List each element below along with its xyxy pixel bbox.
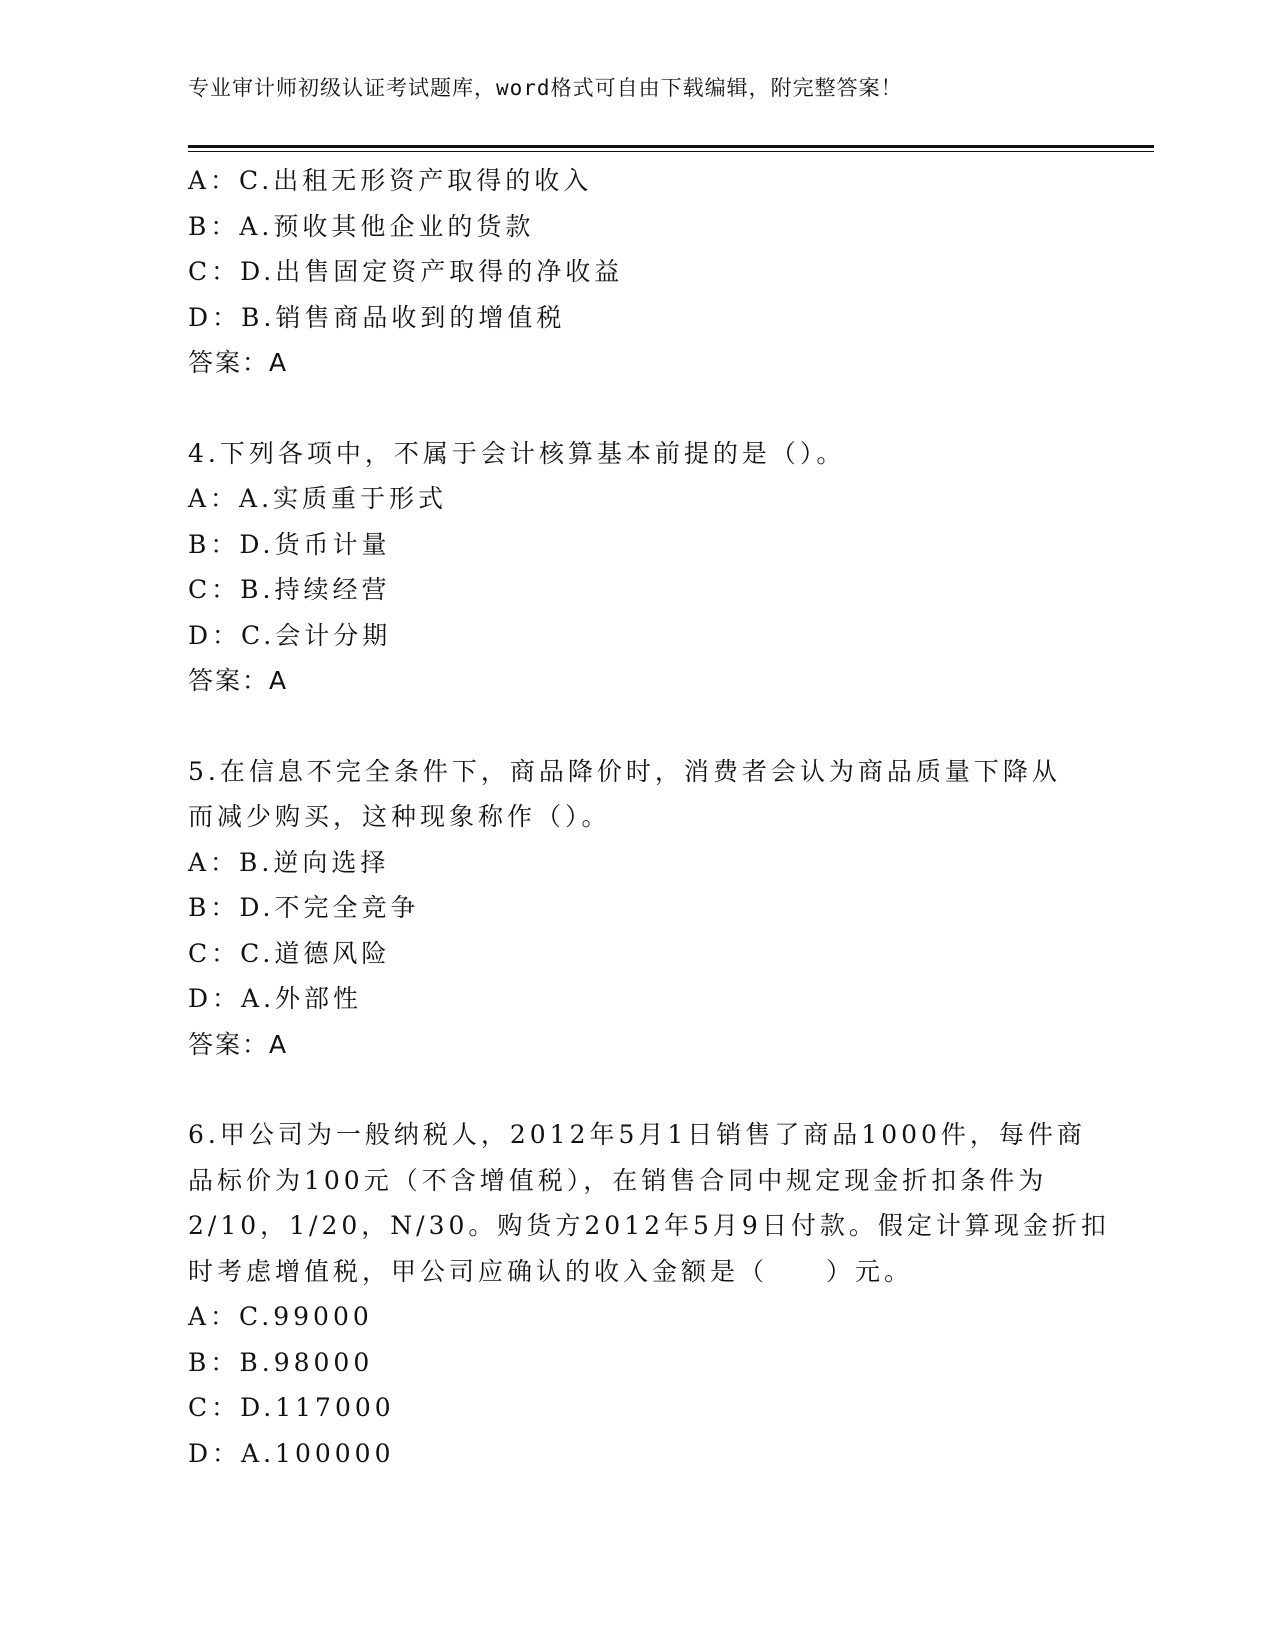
option-c: C：B.持续经营 bbox=[188, 575, 391, 604]
option-c: C：D.出售固定资产取得的净收益 bbox=[188, 257, 624, 286]
option-b: B：A.预收其他企业的货款 bbox=[188, 211, 535, 241]
header-rule-thick bbox=[188, 145, 1154, 148]
option-a: A：A.实质重于形式 bbox=[188, 484, 448, 513]
question-5-block bbox=[188, 749, 1088, 1068]
question-text-line: 6.甲公司为一般纳税人，2012年5月1日销售了商品1000件，每件商 bbox=[188, 1120, 1086, 1149]
option-b: B：D.不完全竞争 bbox=[188, 893, 420, 922]
spacer bbox=[188, 386, 1088, 431]
header-rule-thin bbox=[188, 151, 1154, 152]
question-3-block bbox=[188, 158, 1088, 386]
option-a: A：C.出租无形资产取得的收入 bbox=[188, 166, 593, 195]
question-text-line: 5.在信息不完全条件下，商品降价时，消费者会认为商品质量下降从 bbox=[188, 756, 1061, 786]
option-d: D：C.会计分期 bbox=[188, 620, 392, 650]
option-a: A：B.逆向选择 bbox=[188, 847, 390, 877]
question-text-line: 2/10，1/20，N/30。购货方2012年5月9日付款。假定计算现金折扣 bbox=[188, 1211, 1110, 1240]
option-b: B：B.98000 bbox=[188, 1347, 374, 1377]
question-4-block bbox=[188, 431, 1088, 704]
spacer bbox=[188, 704, 1088, 749]
option-d: D：A.外部性 bbox=[188, 984, 363, 1013]
question-content bbox=[188, 158, 1110, 1476]
option-d: D：B.销售商品收到的增值税 bbox=[188, 302, 566, 332]
option-c: C：C.道德风险 bbox=[188, 938, 391, 968]
option-a: A：C.99000 bbox=[188, 1302, 373, 1331]
answer-line: 答案：A bbox=[188, 348, 289, 377]
question-text-line: 品标价为100元（不含增值税），在销售合同中规定现金折扣条件为 bbox=[188, 1165, 1048, 1195]
answer-line: 答案：A bbox=[188, 1029, 289, 1059]
question-text-line: 而减少购买，这种现象称作（）。 bbox=[188, 802, 611, 831]
option-d: D：A.100000 bbox=[188, 1438, 395, 1468]
question-text-line: 时考虑增值税，甲公司应确认的收入金额是（ ）元。 bbox=[188, 1256, 914, 1286]
option-c: C：D.117000 bbox=[188, 1393, 395, 1422]
question-text: 4.下列各项中，不属于会计核算基本前提的是（）。 bbox=[188, 438, 846, 468]
spacer bbox=[188, 1067, 1088, 1112]
answer-line: 答案：A bbox=[188, 666, 289, 695]
option-b: B：D.货币计量 bbox=[188, 529, 391, 559]
question-6-block bbox=[188, 1112, 1110, 1476]
page-header: 专业审计师初级认证考试题库，word格式可自由下载编辑，附完整答案！ bbox=[188, 76, 903, 100]
